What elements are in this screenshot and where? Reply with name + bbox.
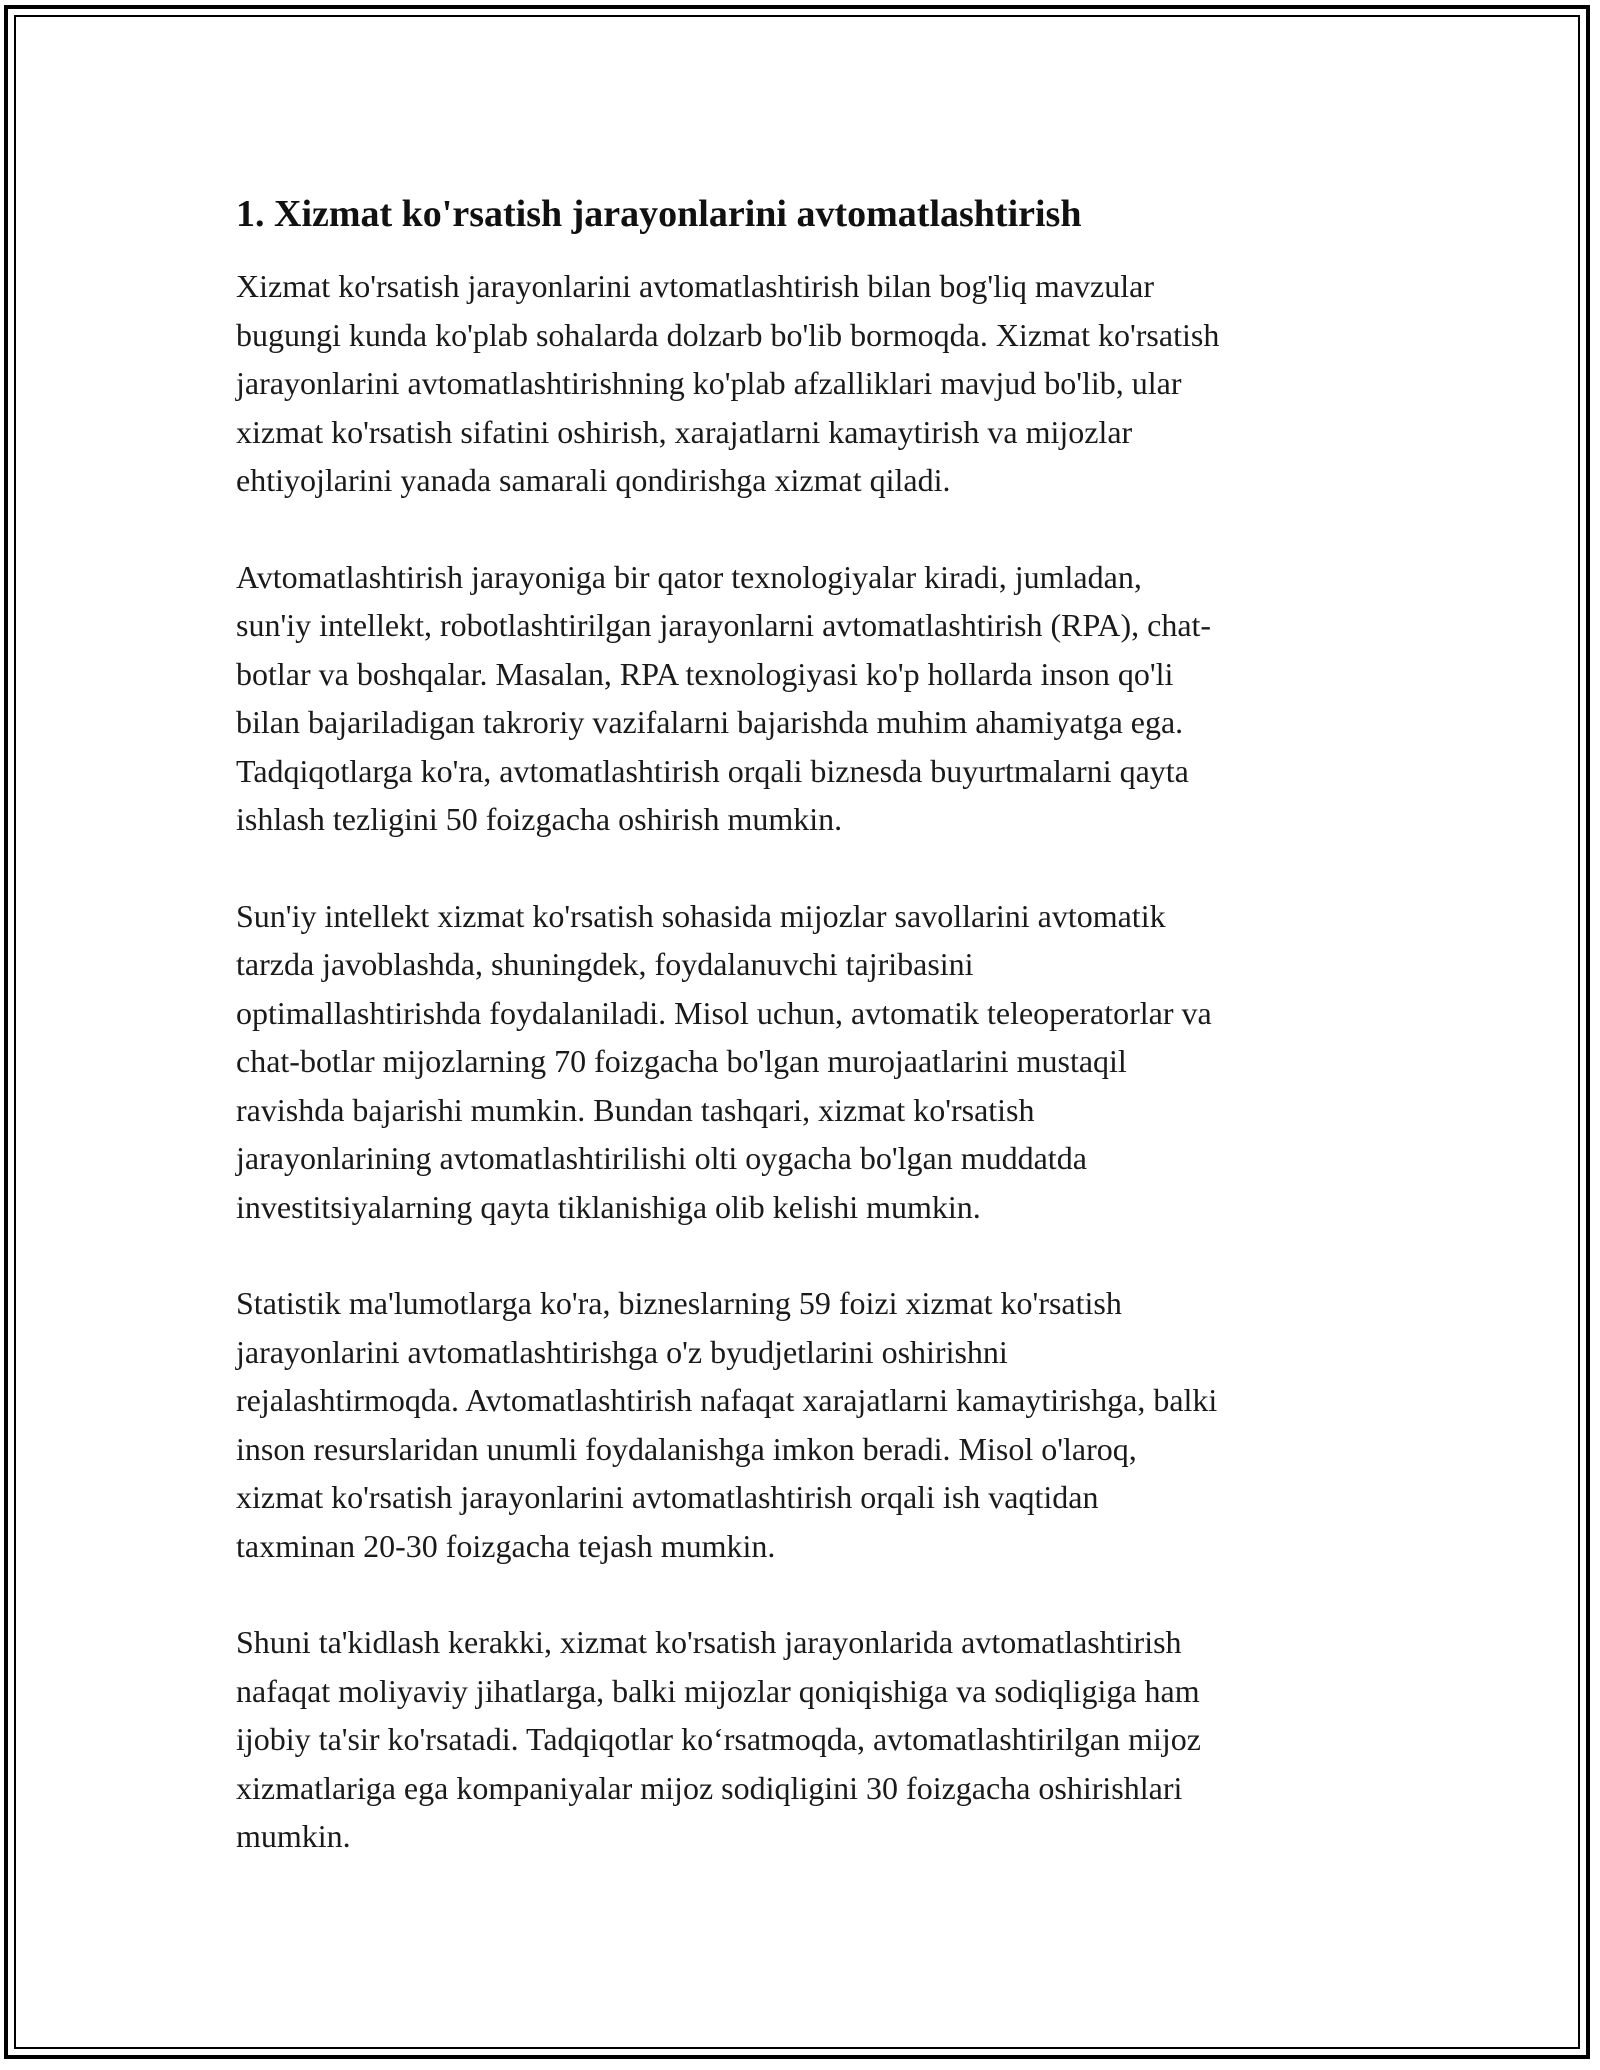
text-line: jarayonlarini avtomatlashtirishga o'z byudjetlarini oshirishni <box>236 1333 1008 1370</box>
paragraph-conclusion <box>236 1618 1370 1861</box>
text-line: ijobiy ta'sir ko'rsatadi. Tadqiqotlar ko‘rsatmoqda, avtomatlashtirilgan mijoz <box>236 1721 1201 1757</box>
text-line: ehtiyojlarini yanada samarali qondirishga xizmat qiladi. <box>236 462 951 498</box>
text-line: Sun'iy intellekt xizmat ko'rsatish sohasida mijozlar savollarini avtomatik <box>236 897 1166 934</box>
paragraph-intro <box>236 262 1370 505</box>
text-line: Avtomatlashtirish jarayoniga bir qator texnologiyalar kiradi, jumladan, <box>236 558 1142 595</box>
paragraph-technologies <box>236 553 1370 844</box>
text-line: ishlash tezligini 50 foizgacha oshirish mumkin. <box>236 801 843 837</box>
text-line: mumkin. <box>236 1818 351 1854</box>
text-line: investitsiyalarning qayta tiklanishiga olib kelishi mumkin. <box>236 1188 981 1225</box>
text-line: tarzda javoblashda, shuningdek, foydalanuvchi tajribasini <box>236 946 974 982</box>
document-body <box>236 186 1370 1909</box>
text-line: chat-botlar mijozlarning 70 foizgacha bo'lgan murojaatlarini mustaqil <box>236 1043 1127 1079</box>
text-line: nafaqat moliyaviy jihatlarga, balki mijozlar qoniqishiga va sodiqligiga ham <box>236 1672 1200 1709</box>
text-line: rejalashtirmoqda. Avtomatlashtirish nafaqat xarajatlarni kamaytirishga, balki <box>236 1382 1218 1418</box>
text-line: Statistik ma'lumotlarga ko'ra, bizneslarning 59 foizi xizmat ko'rsatish <box>236 1285 1122 1321</box>
section-heading: 1. Xizmat ko'rsatish jarayonlarini avtomatlashtirish <box>236 193 1082 235</box>
text-line: Tadqiqotlarga ko'ra, avtomatlashtirish orqali biznesda buyurtmalarni qayta <box>236 752 1189 789</box>
text-line: xizmatlariga ega kompaniyalar mijoz sodiqligini 30 foizgacha oshirishlari <box>236 1769 1183 1806</box>
paragraph-statistics <box>236 1279 1370 1570</box>
text-line: Xizmat ko'rsatish jarayonlarini avtomatlashtirish bilan bog'liq mavzular <box>236 268 1154 304</box>
text-line: xizmat ko'rsatish jarayonlarini avtomatlashtirish orqali ish vaqtidan <box>236 1479 1099 1515</box>
text-line: optimallashtirishda foydalaniladi. Misol uchun, avtomatik teleoperatorlar va <box>236 994 1212 1031</box>
text-line: botlar va boshqalar. Masalan, RPA texnologiyasi ko'p hollarda inson qo'li <box>236 655 1174 692</box>
text-line: bugungi kunda ko'plab sohalarda dolzarb bo'lib bormoqda. Xizmat ko'rsatish <box>236 316 1220 353</box>
text-line: jarayonlarining avtomatlashtirilishi olti oygacha bo'lgan muddatda <box>236 1140 1087 1176</box>
text-line: xizmat ko'rsatish sifatini oshirish, xarajatlarni kamaytirish va mijozlar <box>236 413 1133 450</box>
text-line: taxminan 20-30 foizgacha tejash mumkin. <box>236 1527 776 1564</box>
text-line: jarayonlarini avtomatlashtirishning ko'plab afzalliklari mavjud bo'lib, ular <box>236 365 1182 401</box>
text-line: ravishda bajarishi mumkin. Bundan tashqari, xizmat ko'rsatish <box>236 1091 1035 1128</box>
text-line: sun'iy intellekt, robotlashtirilgan jarayonlarni avtomatlashtirish (RPA), chat- <box>236 607 1212 643</box>
paragraph-ai <box>236 892 1370 1232</box>
text-line: inson resurslaridan unumli foydalanishga imkon beradi. Misol o'laroq, <box>236 1430 1137 1467</box>
text-line: bilan bajariladigan takroriy vazifalarni bajarishda muhim ahamiyatga ega. <box>236 704 1184 740</box>
text-line: Shuni ta'kidlash kerakki, xizmat ko'rsatish jarayonlarida avtomatlashtirish <box>236 1624 1182 1660</box>
